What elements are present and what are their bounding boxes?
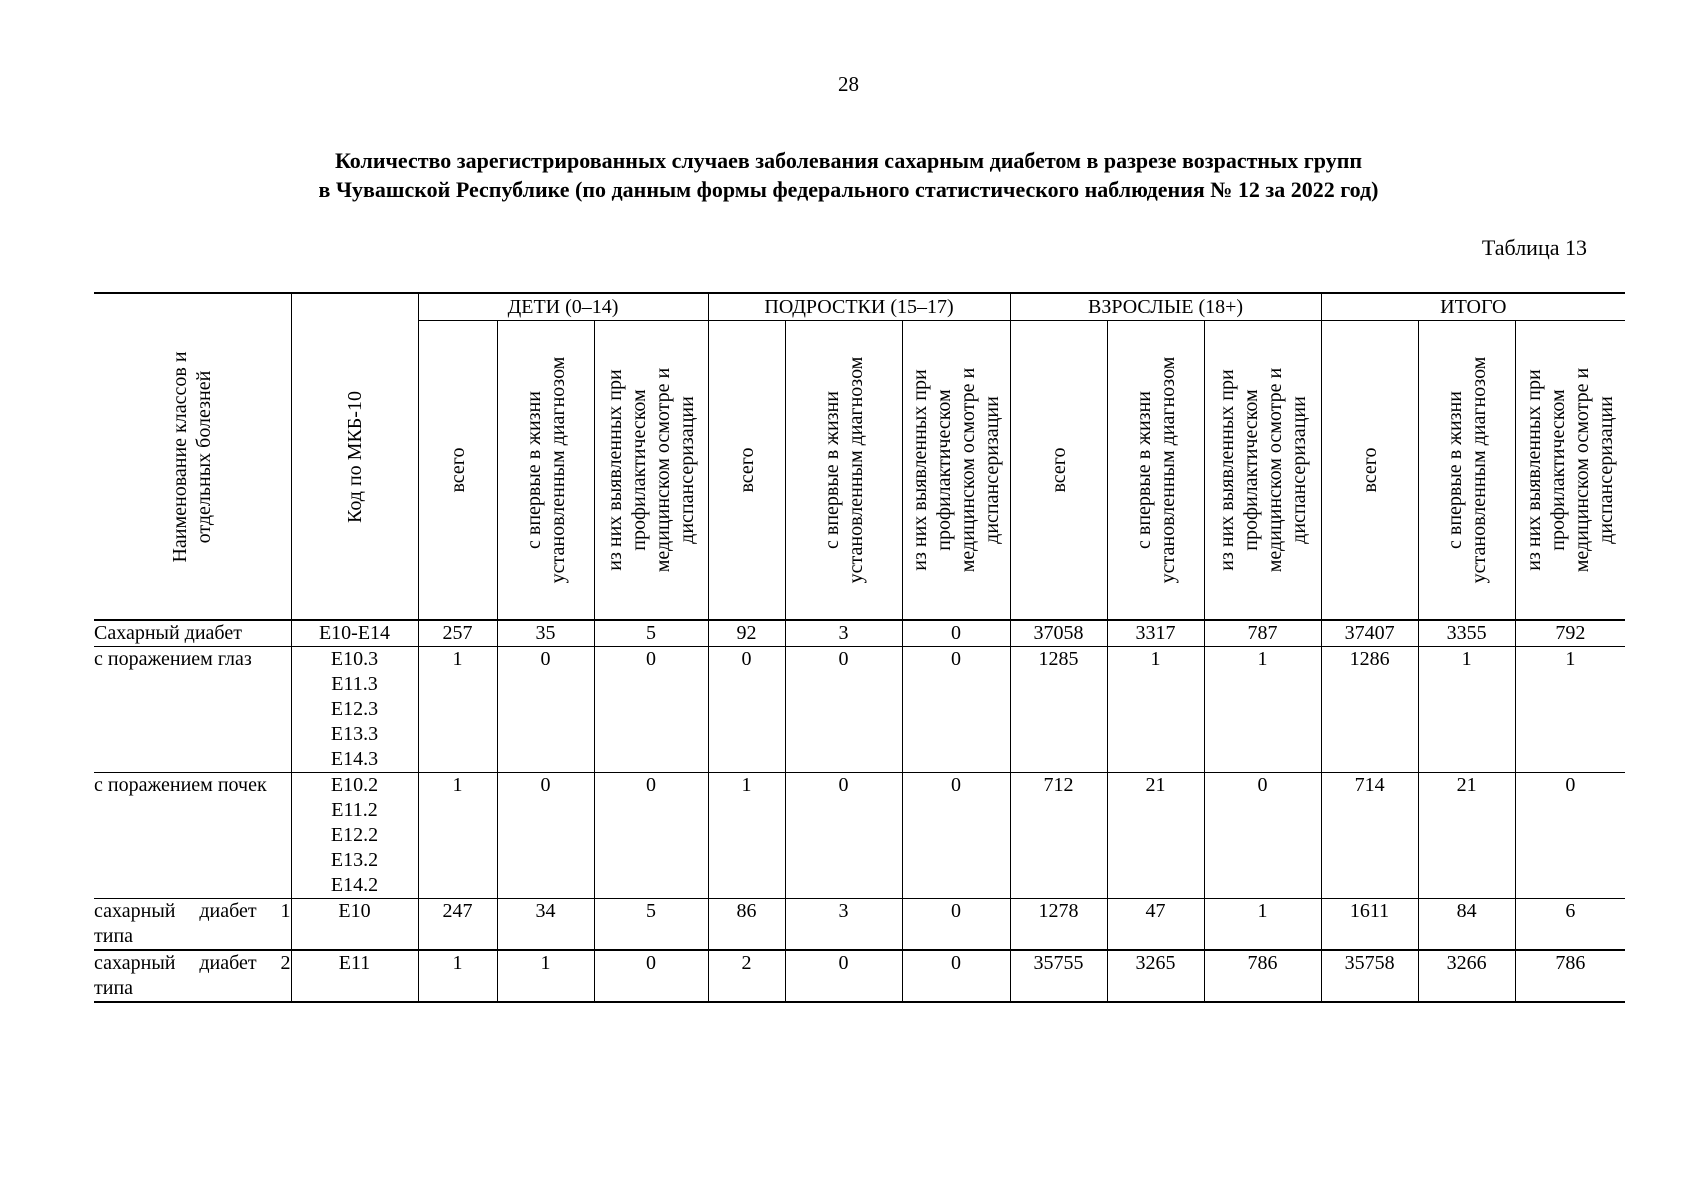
row-code: Е10.2 Е11.2 Е12.2 Е13.2 Е14.2 bbox=[291, 773, 418, 899]
row-value: 3355 bbox=[1418, 620, 1515, 647]
row-value: 1 bbox=[708, 773, 785, 899]
row-value: 1 bbox=[1418, 647, 1515, 773]
row-value: 1 bbox=[1107, 647, 1204, 773]
row-value: 0 bbox=[785, 773, 902, 899]
row-value: 0 bbox=[594, 950, 708, 1002]
row-value: 0 bbox=[785, 950, 902, 1002]
row-code: Е10.3 Е11.3 Е12.3 Е13.3 Е14.3 bbox=[291, 647, 418, 773]
row-name: с поражением почек bbox=[94, 773, 291, 899]
row-code: Е10-Е14 bbox=[291, 620, 418, 647]
row-value: 3 bbox=[785, 620, 902, 647]
row-value: 0 bbox=[902, 773, 1010, 899]
table-row bbox=[94, 647, 1625, 773]
row-value: 786 bbox=[1515, 950, 1625, 1002]
row-value: 47 bbox=[1107, 899, 1204, 951]
row-value: 35758 bbox=[1321, 950, 1418, 1002]
row-value: 0 bbox=[594, 773, 708, 899]
header-sub-first-time: с впервые в жизни установленным диагнозом bbox=[785, 321, 902, 621]
header-sub-total: всего bbox=[708, 321, 785, 621]
row-value: 0 bbox=[902, 899, 1010, 951]
row-value: 1 bbox=[418, 647, 497, 773]
row-value: 3 bbox=[785, 899, 902, 951]
row-value: 247 bbox=[418, 899, 497, 951]
row-value: 1 bbox=[418, 950, 497, 1002]
page-number: 28 bbox=[838, 72, 859, 96]
header-sub-screening: из них выявленных при профилактическом медицинском осмотре и диспансеризации bbox=[902, 321, 1010, 621]
row-value: 1 bbox=[497, 950, 594, 1002]
row-value: 86 bbox=[708, 899, 785, 951]
row-value: 92 bbox=[708, 620, 785, 647]
row-value: 0 bbox=[785, 647, 902, 773]
row-value: 712 bbox=[1010, 773, 1107, 899]
row-value: 84 bbox=[1418, 899, 1515, 951]
row-value: 1278 bbox=[1010, 899, 1107, 951]
header-sub-screening: из них выявленных при профилактическом медицинском осмотре и диспансеризации bbox=[1515, 321, 1625, 621]
header-sub-total: всего bbox=[418, 321, 497, 621]
row-value: 0 bbox=[497, 647, 594, 773]
row-value: 0 bbox=[594, 647, 708, 773]
row-name: сахарный диабет 2 типа bbox=[94, 950, 291, 1002]
title-line-1: Количество зарегистрированных случаев заболевания сахарным диабетом в разрезе возрастных групп bbox=[334, 148, 1363, 173]
header-sub-first-time: с впервые в жизни установленным диагнозом bbox=[1107, 321, 1204, 621]
table-row bbox=[94, 899, 1625, 951]
row-value: 0 bbox=[902, 647, 1010, 773]
table-row bbox=[94, 773, 1625, 899]
header-name: Наименование классов и отдельных болезней bbox=[94, 293, 291, 620]
row-value: 787 bbox=[1204, 620, 1321, 647]
document-title bbox=[0, 146, 1697, 204]
row-value: 1285 bbox=[1010, 647, 1107, 773]
row-value: 0 bbox=[902, 950, 1010, 1002]
row-value: 0 bbox=[1204, 773, 1321, 899]
row-value: 35 bbox=[497, 620, 594, 647]
row-code: Е10 bbox=[291, 899, 418, 951]
table-body bbox=[94, 620, 1625, 1002]
row-value: 1 bbox=[418, 773, 497, 899]
header-code: Код по МКБ-10 bbox=[291, 293, 418, 620]
row-value: 35755 bbox=[1010, 950, 1107, 1002]
row-value: 714 bbox=[1321, 773, 1418, 899]
header-sub-total: всего bbox=[1321, 321, 1418, 621]
table-row bbox=[94, 950, 1625, 1002]
row-value: 257 bbox=[418, 620, 497, 647]
row-value: 1611 bbox=[1321, 899, 1418, 951]
header-group-children: ДЕТИ (0–14) bbox=[418, 293, 708, 321]
title-line-2: в Чувашской Республике (по данным формы федерального статистического наблюдения № 12 за 2022 год) bbox=[318, 177, 1379, 202]
header-sub-first-time: с впервые в жизни установленным диагнозом bbox=[497, 321, 594, 621]
row-value: 5 bbox=[594, 620, 708, 647]
row-value: 0 bbox=[902, 620, 1010, 647]
row-value: 0 bbox=[708, 647, 785, 773]
header-group-adults: ВЗРОСЛЫЕ (18+) bbox=[1010, 293, 1321, 321]
header-sub-screening: из них выявленных при профилактическом медицинском осмотре и диспансеризации bbox=[594, 321, 708, 621]
header-group-teens: ПОДРОСТКИ (15–17) bbox=[708, 293, 1010, 321]
row-value: 5 bbox=[594, 899, 708, 951]
row-name: с поражением глаз bbox=[94, 647, 291, 773]
row-value: 1 bbox=[1204, 647, 1321, 773]
header-sub-screening: из них выявленных при профилактическом медицинском осмотре и диспансеризации bbox=[1204, 321, 1321, 621]
header-sub-first-time: с впервые в жизни установленным диагнозом bbox=[1418, 321, 1515, 621]
row-value: 3317 bbox=[1107, 620, 1204, 647]
row-name: сахарный диабет 1 типа bbox=[94, 899, 291, 951]
row-value: 786 bbox=[1204, 950, 1321, 1002]
row-value: 21 bbox=[1107, 773, 1204, 899]
row-value: 3266 bbox=[1418, 950, 1515, 1002]
row-value: 1 bbox=[1204, 899, 1321, 951]
table-row bbox=[94, 620, 1625, 647]
header-sub-total: всего bbox=[1010, 321, 1107, 621]
row-value: 3265 bbox=[1107, 950, 1204, 1002]
row-value: 37058 bbox=[1010, 620, 1107, 647]
row-value: 34 bbox=[497, 899, 594, 951]
row-value: 0 bbox=[1515, 773, 1625, 899]
row-code: Е11 bbox=[291, 950, 418, 1002]
header-group-total: ИТОГО bbox=[1321, 293, 1625, 321]
row-value: 2 bbox=[708, 950, 785, 1002]
header-row-groups bbox=[94, 293, 1625, 321]
row-value: 6 bbox=[1515, 899, 1625, 951]
row-value: 21 bbox=[1418, 773, 1515, 899]
row-value: 792 bbox=[1515, 620, 1625, 647]
diabetes-cases-table bbox=[94, 292, 1625, 1003]
row-value: 1 bbox=[1515, 647, 1625, 773]
row-value: 37407 bbox=[1321, 620, 1418, 647]
row-value: 1286 bbox=[1321, 647, 1418, 773]
row-name: Сахарный диабет bbox=[94, 620, 291, 647]
row-value: 0 bbox=[497, 773, 594, 899]
table-label: Таблица 13 bbox=[1481, 235, 1587, 260]
